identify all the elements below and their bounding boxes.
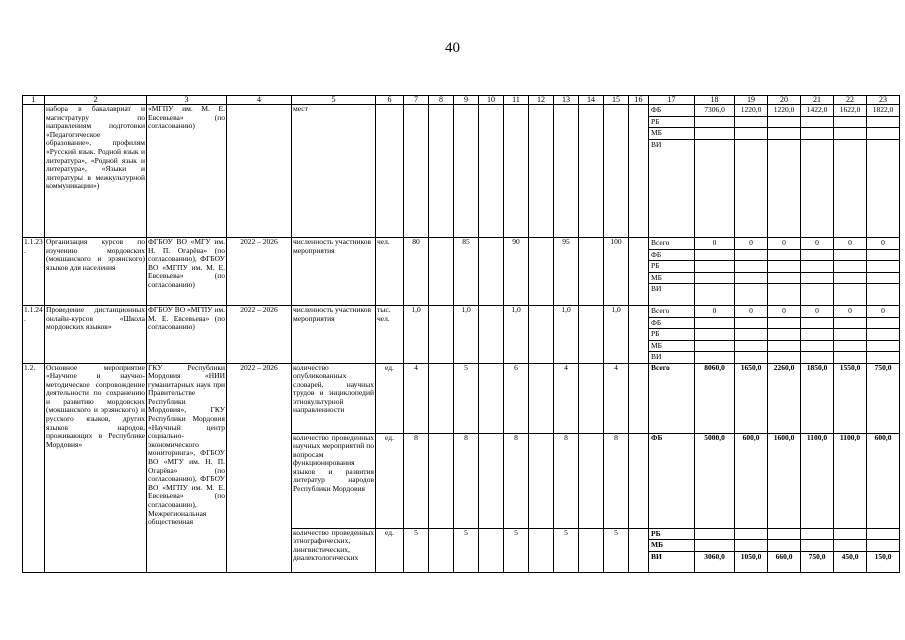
col-header: 14 bbox=[579, 96, 604, 105]
target-value: 5 bbox=[554, 528, 579, 572]
funding-value: 1220,0 bbox=[735, 105, 767, 117]
item-unit: чел. bbox=[376, 238, 404, 306]
funding-source: РБ bbox=[649, 261, 694, 273]
target-value: 4 bbox=[554, 363, 579, 433]
funding-source: МБ bbox=[649, 128, 694, 140]
table-row bbox=[23, 105, 900, 238]
funding-source: РБ bbox=[649, 117, 694, 129]
funding-source: Всего bbox=[649, 238, 694, 250]
funding-value: 3060,0 bbox=[704, 551, 725, 561]
target-value: 6 bbox=[504, 363, 529, 433]
col-header: 12 bbox=[529, 96, 554, 105]
col-header: 8 bbox=[429, 96, 454, 105]
col-header: 21 bbox=[801, 96, 834, 105]
target-value: 8 bbox=[554, 433, 579, 528]
funding-value: 0 bbox=[768, 306, 800, 318]
target-value: 90 bbox=[504, 238, 529, 306]
page-number: 40 bbox=[445, 40, 460, 56]
funding-source: РБ bbox=[649, 529, 694, 541]
funding-value: 0 bbox=[735, 306, 767, 318]
funding-value: 0 bbox=[801, 238, 833, 250]
target-value: 95 bbox=[554, 238, 579, 306]
funding-value: 1100,0 bbox=[801, 433, 834, 528]
table-row bbox=[23, 363, 900, 433]
funding-value: 450,0 bbox=[841, 551, 859, 561]
funding-source: ФБ bbox=[649, 250, 694, 262]
target-value: 4 bbox=[604, 363, 629, 433]
funding-value: 1100,0 bbox=[834, 433, 867, 528]
funding-value: 0 bbox=[768, 238, 800, 250]
funding-source: РБ bbox=[649, 329, 694, 341]
funding-source-list bbox=[649, 105, 695, 238]
item-indicator: численность участников мероприятия bbox=[292, 306, 376, 364]
funding-value: 0 bbox=[867, 238, 899, 250]
target-value: 1,0 bbox=[404, 306, 429, 364]
funding-value: 0 bbox=[867, 306, 899, 318]
item-period: 2022 – 2026 bbox=[227, 238, 292, 306]
table-row bbox=[23, 306, 900, 364]
target-value: 8 bbox=[604, 433, 629, 528]
item-unit: тыс. чел. bbox=[376, 306, 404, 364]
target-value: 1,0 bbox=[454, 306, 479, 364]
item-indicator: количество проведенных научных мероприятий по вопросам функционирования языков и развития литератур народов Республики Мордовия bbox=[292, 433, 376, 528]
item-indicator: численность участников мероприятия bbox=[292, 238, 376, 306]
col-header: 3 bbox=[147, 96, 227, 105]
target-value: 8 bbox=[454, 433, 479, 528]
col-header: 6 bbox=[376, 96, 404, 105]
funding-value: 600,0 bbox=[867, 433, 900, 528]
funding-value: 660,0 bbox=[775, 551, 793, 561]
item-indicator: мест bbox=[292, 105, 376, 238]
item-indicator: количество проведенных этнографических, лингвистических, диалектологических bbox=[292, 528, 376, 572]
funding-value: 0 bbox=[695, 306, 734, 318]
col-header: 19 bbox=[735, 96, 768, 105]
col-header: 15 bbox=[604, 96, 629, 105]
col-header: 10 bbox=[479, 96, 504, 105]
item-executor: ФГБОУ ВО «МГПУ им. М. Е. Евсевьева» (по согласованию) bbox=[147, 306, 227, 364]
funding-value: 0 bbox=[834, 306, 866, 318]
item-unit: ед. bbox=[376, 363, 404, 433]
funding-value: 1220,0 bbox=[768, 105, 800, 117]
funding-source: ВИ bbox=[651, 551, 662, 561]
item-name: набора в бакалавриат и магистратуру по направлениям подготовки «Педагогическое образование», профилям «Русский язык. Родной язык и литература», «Родной язык и литература», «Языки и литературы в межкультурной коммуникации») bbox=[45, 105, 147, 238]
target-value: 100 bbox=[604, 238, 629, 306]
funding-value: 1550,0 bbox=[834, 363, 867, 433]
funding-value: 0 bbox=[695, 238, 734, 250]
funding-value: 0 bbox=[834, 238, 866, 250]
funding-value: 8060,0 bbox=[695, 363, 735, 433]
funding-source: МБ bbox=[649, 273, 694, 285]
col-header: 9 bbox=[454, 96, 479, 105]
funding-source: МБ bbox=[649, 540, 694, 552]
funding-value: 0 bbox=[735, 238, 767, 250]
funding-value: 1600,0 bbox=[768, 433, 801, 528]
target-value: 5 bbox=[404, 528, 429, 572]
target-value: 5 bbox=[454, 528, 479, 572]
funding-value: 150,0 bbox=[874, 551, 892, 561]
funding-source-list bbox=[649, 528, 695, 572]
item-name: Проведение дистанционных онлайн-курсов «Школа мордовских языков» bbox=[45, 306, 147, 364]
funding-source: ФБ bbox=[649, 433, 695, 528]
item-period bbox=[227, 105, 292, 238]
item-executor: «МГПУ им. М. Е. Евсевьева» (по согласованию) bbox=[147, 105, 227, 238]
funding-value: 1622,0 bbox=[834, 105, 866, 117]
target-value: 8 bbox=[404, 433, 429, 528]
funding-value: 750,0 bbox=[867, 363, 900, 433]
col-header: 22 bbox=[834, 96, 867, 105]
target-value: 5 bbox=[504, 528, 529, 572]
col-header: 20 bbox=[768, 96, 801, 105]
funding-value: 1422,0 bbox=[801, 105, 833, 117]
funding-value: 750,0 bbox=[808, 551, 826, 561]
target-value: 80 bbox=[404, 238, 429, 306]
funding-source: ВИ bbox=[651, 352, 662, 361]
col-header: 5 bbox=[292, 96, 376, 105]
item-executor: ФГБОУ ВО «МГУ им. Н. П. Огарёва» (по согласованию), ФГБОУ ВО «МГПУ им. М. Е. Евсевьева» (по согласованию) bbox=[147, 238, 227, 306]
target-value: 1,0 bbox=[504, 306, 529, 364]
col-header: 23 bbox=[867, 96, 900, 105]
funding-value: 1650,0 bbox=[735, 363, 768, 433]
funding-value: 0 bbox=[801, 306, 833, 318]
item-period: 2022 – 2026 bbox=[227, 306, 292, 364]
item-unit: ед. bbox=[376, 528, 404, 572]
table-row bbox=[23, 238, 900, 306]
item-executor: ГКУ Республики Мордовия «НИИ гуманитарных наук при Правительстве Республики Мордовия», ГКУ Республики Мордовия «Научный центр социально-экономического мониторинга», ФГБОУ ВО «МГУ им. Н. П. Огарёва» (по согласованию), ФГБОУ ВО «МГПУ им. М. Е. Евсевьева» (по согласованию), Межрегиональная общественная bbox=[147, 363, 227, 572]
col-header: 13 bbox=[554, 96, 579, 105]
item-number: 1.1.24. bbox=[23, 306, 45, 364]
item-period: 2022 – 2026 bbox=[227, 363, 292, 572]
item-name: Организация курсов по изучению мордовских (мокшанского и эрзянского) языков для населения bbox=[45, 238, 147, 306]
target-value: 1,0 bbox=[554, 306, 579, 364]
budget-table bbox=[22, 95, 900, 573]
target-value: 5 bbox=[604, 528, 629, 572]
funding-value: 600,0 bbox=[735, 433, 768, 528]
funding-source-list bbox=[649, 238, 695, 306]
target-value: 5 bbox=[454, 363, 479, 433]
funding-source: ФБ bbox=[649, 318, 694, 330]
funding-source: МБ bbox=[649, 341, 694, 353]
item-name: Основное мероприятие «Научное и научно-методическое сопровождение деятельности по сохранению и развитию мордовских (мокшанского и эрзянского) и русского языков, других языков народов, проживающих в Республике Мордовия» bbox=[45, 363, 147, 572]
col-header: 1 bbox=[23, 96, 45, 105]
target-value: 4 bbox=[404, 363, 429, 433]
item-unit bbox=[376, 105, 404, 238]
funding-source: Всего bbox=[649, 306, 694, 318]
funding-value: 5000,0 bbox=[695, 433, 735, 528]
item-unit: ед. bbox=[376, 433, 404, 528]
col-header: 2 bbox=[45, 96, 147, 105]
funding-value: 7306,0 bbox=[695, 105, 734, 117]
col-header: 17 bbox=[649, 96, 695, 105]
col-header: 16 bbox=[629, 96, 649, 105]
funding-source-list bbox=[649, 306, 695, 364]
item-number bbox=[23, 105, 45, 238]
item-indicator: количество опубликованных словарей, научных трудов и энциклопедий этнокультурной направленности bbox=[292, 363, 376, 433]
header-row bbox=[23, 96, 900, 105]
funding-value: 1850,0 bbox=[801, 363, 834, 433]
item-number: 1.2. bbox=[23, 363, 45, 572]
funding-source: ФБ bbox=[649, 105, 694, 117]
col-header: 4 bbox=[227, 96, 292, 105]
target-value: 8 bbox=[504, 433, 529, 528]
col-header: 18 bbox=[695, 96, 735, 105]
funding-value: 2260,0 bbox=[768, 363, 801, 433]
funding-source: ВИ bbox=[651, 139, 662, 149]
funding-source: ВИ bbox=[651, 284, 662, 293]
col-header: 11 bbox=[504, 96, 529, 105]
item-number: 1.1.23. bbox=[23, 238, 45, 306]
col-header: 7 bbox=[404, 96, 429, 105]
funding-source: Всего bbox=[649, 363, 695, 433]
funding-value: 1822,0 bbox=[867, 105, 899, 117]
funding-value: 1050,0 bbox=[740, 551, 762, 561]
target-value: 1,0 bbox=[604, 306, 629, 364]
target-value: 85 bbox=[454, 238, 479, 306]
